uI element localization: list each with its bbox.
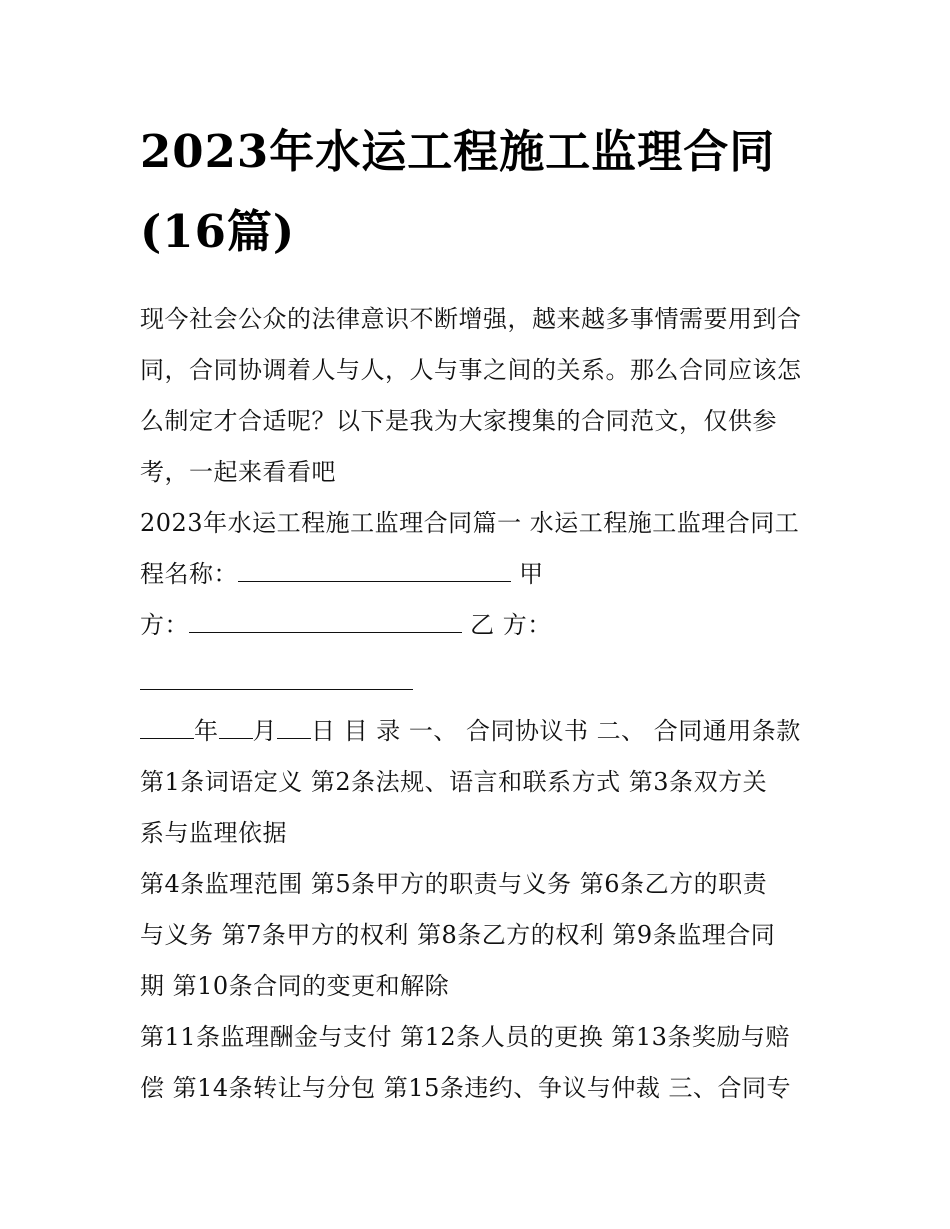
intro-paragraph [140,294,812,498]
project-name-line [140,549,812,600]
intro-line-2: 同，合同协调着人与人，人与事之间的关系。那么合同应该怎 [140,356,802,384]
party-a-label-start: 甲 [511,560,544,588]
day-blank [277,708,311,739]
party-b-blank [140,659,413,690]
party-b-blank-row [140,651,812,702]
toc-line-6: 期 第10条合同的变更和解除 [140,972,450,1000]
date-and-contents-line [140,706,812,757]
year-blank [140,708,194,739]
title-line-2: (16篇) [140,205,296,258]
title-line-1: 2023年水运工程施工监理合同 [140,125,776,178]
document-body [140,294,812,1114]
toc-line-3: 系与监理依据 [140,819,287,847]
toc-line-8: 偿 第14条转让与分包 第15条违约、争议与仲裁 三、合同专 [140,1074,791,1102]
toc-line-2: 第1条词语定义 第2条法规、语言和联系方式 第3条双方关 [140,768,768,796]
party-a-blank [189,602,462,633]
party-b-label: 乙 方： [462,611,552,639]
month-label: 月 [252,717,277,745]
party-line [140,600,812,651]
year-label: 年 [194,717,219,745]
table-of-contents [140,706,812,1114]
day-and-contents-label: 日 目 录 一、 合同协议书 二、 合同通用条款 [311,717,801,745]
intro-line-1: 现今社会公众的法律意识不断增强，越来越多事情需要用到合 [140,305,802,333]
intro-line-3: 么制定才合适呢？以下是我为大家搜集的合同范文，仅供参 [140,407,777,435]
toc-line-7: 第11条监理酬金与支付 第12条人员的更换 第13条奖励与赔 [140,1023,790,1051]
month-blank [219,708,253,739]
document-title [140,112,812,272]
document-page [140,112,812,1114]
project-name-label: 程名称： [140,560,238,588]
section-one-heading-line: 2023年水运工程施工监理合同篇一 水运工程施工监理合同工 [140,509,800,537]
project-name-blank [238,551,511,582]
toc-line-4: 第4条监理范围 第5条甲方的职责与义务 第6条乙方的职责 [140,870,768,898]
toc-line-5: 与义务 第7条甲方的权利 第8条乙方的权利 第9条监理合同 [140,921,776,949]
intro-line-4: 考，一起来看看吧 [140,458,336,486]
party-a-label-end: 方： [140,611,189,639]
section-one-paragraph [140,498,812,702]
